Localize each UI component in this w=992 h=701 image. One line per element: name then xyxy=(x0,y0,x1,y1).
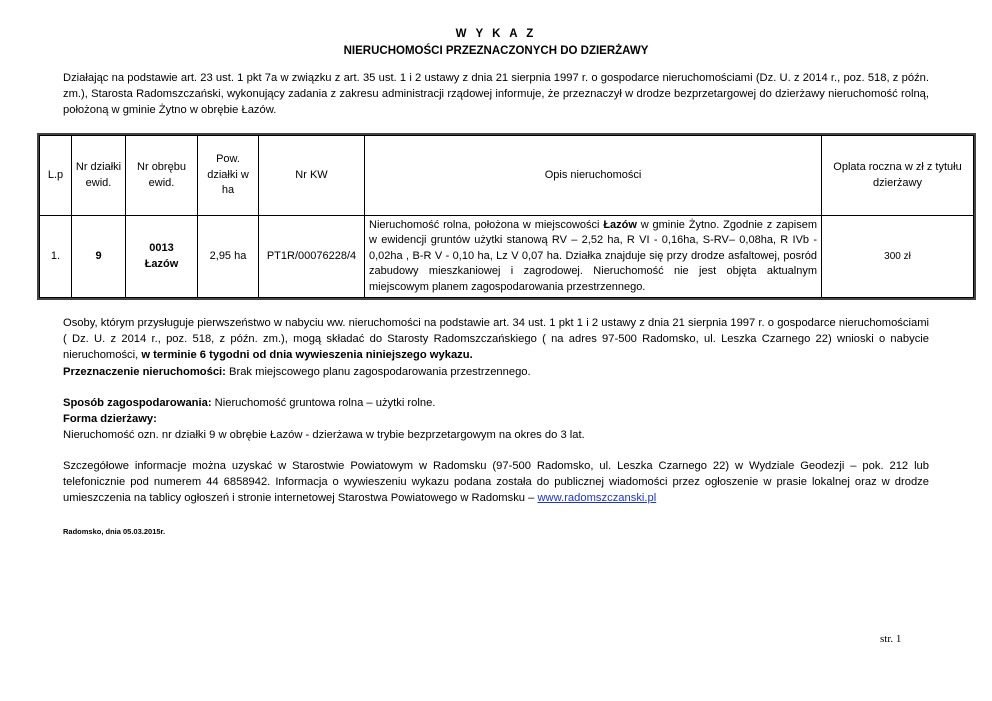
website-link[interactable]: www.radomszczanski.pl xyxy=(537,492,657,505)
cell-obreb-nr: 0013 xyxy=(149,242,174,255)
cell-obreb-nazwa: Łazów xyxy=(144,257,179,270)
pierwszenstwo-text: Osoby, którym przysługuje pierwszeństwo w nabyciu ww. nieruchomości na podstawie art. 34 ust. 1 pkt 1 i 2 ustawy z dnia 21 sierpnia 1997 r. o gospodarce nieruchomościami ( Dz. U. z 2014 r., poz. 518, z późn. zm.), mogą składać do Starosty Radomszczańskiego ( na adres 97-500 Radomsko, ul. Leszka Czarnego 22) wnioski o nabycie nieruchomości, xyxy=(63,317,929,362)
cell-oplata: 300 zł xyxy=(822,216,974,298)
document-date: Radomsko, dnia 05.03.2015r. xyxy=(63,527,166,536)
header-powierzchnia: Pow. działki w ha xyxy=(198,136,259,216)
zagospodarowanie-section xyxy=(63,395,929,444)
opis-text-1: Nieruchomość rolna, położona w miejscowości xyxy=(369,219,604,232)
pierwszenstwo-section xyxy=(63,315,929,380)
cell-powierzchnia: 2,95 ha xyxy=(198,216,259,298)
info-text: Szczegółowe informacje można uzyskać w Starostwie Powiatowym w Radomsku (97-500 Radomsko, ul. Leszka Czarnego 22) w Wydziale Geodezji – pok. 212 lub telefonicznie pod numerem 44 6858942. Informacja o wywieszeniu wykazu podana została do publicznej wiadomości przez ogłoszenie w prasie lokalnej oraz w drodze umieszczenia na tablicy ogłoszeń i stronie internetowej Starostwa Powiatowego w Radomsku – xyxy=(63,460,929,505)
opis-text-2: w gminie Żytno. Zgodnie z zapisem w ewidencji gruntów użytki stanową RV – 2,52 ha, R VI - 0,16ha, S-RV– 0,08ha, R IVb - 0,02ha , B-R V - 0,10 ha, Lz V 0,07 ha. Działka znajduje się przy drodze asfaltowej, posród zabudowy mieszkaniowej i zagrodowej. Nieruchomość nie jest objęta aktualnym miejscowym planem zagospodarowania przestrzennego. xyxy=(369,219,817,293)
cell-nr-dzialki: 9 xyxy=(72,216,126,298)
header-nr-kw: Nr KW xyxy=(259,136,365,216)
przeznaczenie-label: Przeznaczenie nieruchomości: xyxy=(63,365,226,378)
cell-nr-kw: PT1R/00076228/4 xyxy=(259,216,365,298)
info-section xyxy=(63,458,929,507)
cell-obreb xyxy=(126,216,198,298)
property-table xyxy=(39,135,974,298)
table-header-row xyxy=(40,136,974,216)
document-subtitle: NIERUCHOMOŚCI PRZEZNACZONYCH DO DZIERŻAWY xyxy=(343,45,649,57)
header-nr-dzialki: Nr działki ewid. xyxy=(72,136,126,216)
document-title: W Y K A Z xyxy=(455,28,537,40)
header-nr-obrebu: Nr obrębu ewid. xyxy=(126,136,198,216)
sposob-label: Sposób zagospodarowania: xyxy=(63,397,212,409)
table-row xyxy=(40,216,974,298)
pierwszenstwo-deadline: w terminie 6 tygodni od dnia wywieszenia niniejszego wykazu. xyxy=(138,349,473,362)
opis-miejscowosc: Łazów xyxy=(603,219,637,232)
intro-paragraph: Działając na podstawie art. 23 ust. 1 pkt 7a w związku z art. 35 ust. 1 i 2 ustawy z dnia 21 sierpnia 1997 r. o gospodarce nieruchomościami (Dz. U. z 2014 r., poz. 518, z późn. zm.), Starosta Radomszczański, wykonujący zadania z zakresu administracji rządowej informuje, że przeznaczył w drodze bezprzetargowej do dzierżawy nieruchomość rolną, położoną w gminie Żytno w obrębie Łazów. xyxy=(63,72,929,117)
header-opis: Opis nieruchomości xyxy=(365,136,822,216)
page-number: str. 1 xyxy=(880,633,902,645)
sposob-value: Nieruchomość gruntowa rolna – użytki rolne. xyxy=(211,397,436,409)
przeznaczenie-value: Brak miejscowego planu zagospodarowania przestrzennego. xyxy=(225,365,531,378)
header-lp: L.p xyxy=(40,136,72,216)
cell-opis xyxy=(365,216,822,298)
cell-lp: 1. xyxy=(40,216,72,298)
header-oplata: Oplata roczna w zł z tytułu dzierżawy xyxy=(822,136,974,216)
forma-value: Nieruchomość ozn. nr działki 9 w obrębie Łazów - dzierżawa w trybie bezprzetargowym na okres do 3 lat. xyxy=(63,429,585,442)
forma-label: Forma dzierżawy: xyxy=(63,413,157,426)
